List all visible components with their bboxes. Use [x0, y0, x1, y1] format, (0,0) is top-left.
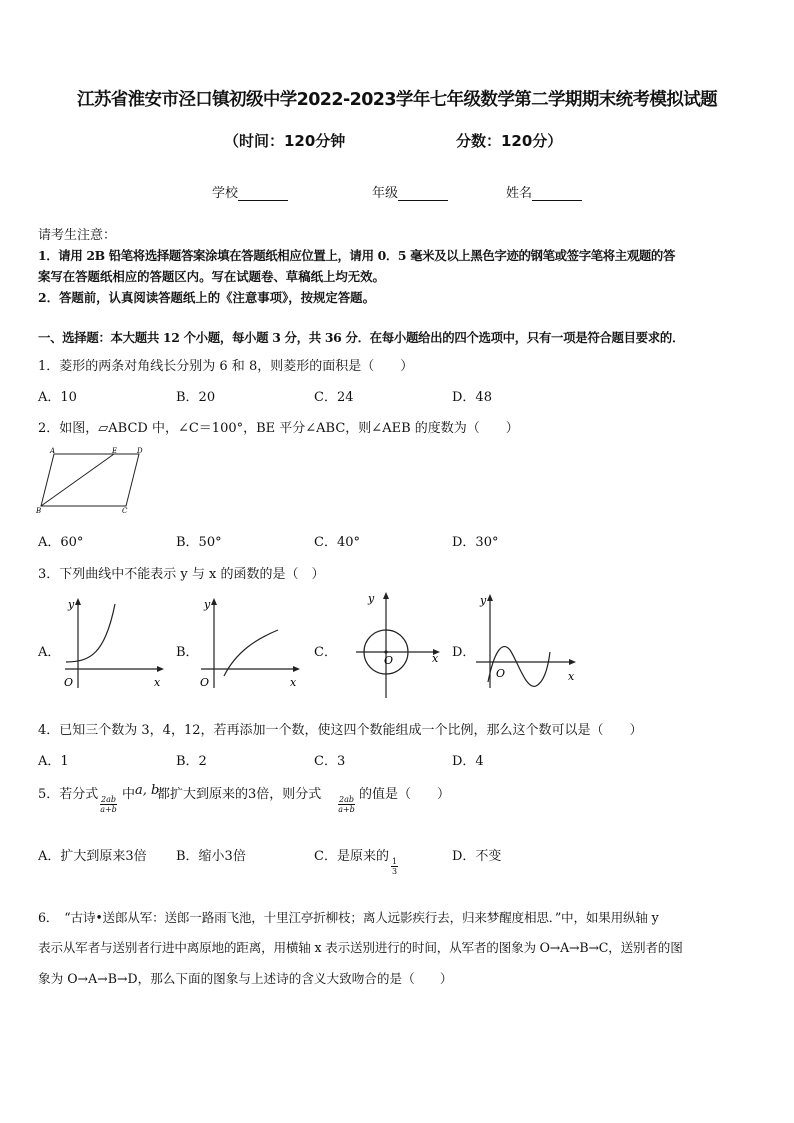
q1-stem: 1．菱形的两条对角线长分别为 6 和 8，则菱形的面积是（ ）: [38, 359, 414, 374]
q5-fraction-1-numerator: 2ab: [101, 795, 116, 804]
label-a: A: [50, 447, 56, 455]
grade-field: [372, 182, 448, 201]
origin-label: O: [200, 676, 210, 689]
label-b: B: [36, 507, 42, 515]
q6-line-2: 表示从军者与送别者行进中离原地的距离，用横轴 x 表示送别进行的时间，从军者的图象为 O→A→B→C，送别者的图: [38, 940, 683, 955]
q5-option-c: C．是原来的: [314, 849, 389, 864]
name-field: [506, 182, 582, 201]
q3-graph-c: [348, 586, 448, 704]
parallelogram-abcd: [41, 454, 139, 506]
x-axis-arrow: [569, 659, 576, 665]
axis-y-label: y: [368, 592, 375, 605]
axis-x-label: x: [290, 676, 297, 689]
q4-option-c: C．3: [314, 754, 346, 769]
y-axis-arrow: [75, 598, 81, 605]
notice-heading: 请考生注意：: [38, 228, 117, 243]
q5-stem-part-1: 5．若分式: [38, 787, 99, 802]
q2-option-b: B．50°: [176, 535, 222, 550]
q3-option-a-label: A．: [38, 645, 61, 660]
q3-graph-b: [196, 594, 306, 694]
q1-option-a: A．10: [38, 390, 77, 405]
y-axis-arrow: [383, 592, 389, 599]
axis-x-label: x: [154, 676, 161, 689]
axis-x-label: x: [432, 652, 439, 665]
q5-option-d: D．不变: [452, 849, 502, 864]
section-1-heading: 一、选择题：本大题共 12 个小题，每小题 3 分，共 36 分．在每小题给出的四个选项中，只有一项是符合题目要求的．: [38, 330, 685, 345]
label-d: D: [137, 447, 143, 455]
q2-option-a: A．60°: [38, 535, 84, 550]
q6-line-3: 象为 O→A→B→D，那么下面的图象与上述诗的含义大致吻合的是（ ）: [38, 971, 453, 986]
school-field: [212, 182, 288, 201]
q3-option-c-label: C．: [314, 645, 337, 660]
q5-option-b: B．缩小3倍: [176, 849, 246, 864]
q5-fraction-2: [338, 795, 355, 814]
grade-blank: [398, 187, 448, 201]
x-axis-arrow: [157, 666, 164, 672]
q5-fraction-1-denominator: a+b: [100, 805, 117, 814]
q4-option-a: A．1: [38, 754, 69, 769]
axis-y-label: y: [68, 598, 75, 611]
q4-option-b: B．2: [176, 754, 207, 769]
label-c: C: [122, 507, 128, 515]
exam-score: 分数：120分）: [456, 132, 563, 150]
q5-stem-part-3: 都扩大到原来的3倍，则分式: [157, 787, 322, 802]
q5-option-c-fraction: [391, 857, 398, 876]
y-axis-arrow: [487, 594, 493, 601]
q3-graph-a: [60, 594, 170, 694]
origin-label: O: [496, 667, 506, 680]
q5-fraction-2-denominator: a+b: [338, 805, 355, 814]
school-label: 学校: [212, 186, 239, 201]
q5-option-c-numerator: 1: [392, 857, 398, 866]
q3-option-d-label: D．: [452, 645, 476, 660]
label-e: E: [112, 447, 118, 455]
q5-option-c-denominator: 3: [392, 867, 398, 876]
y-axis-arrow: [211, 598, 217, 605]
q1-option-d: D．48: [452, 390, 492, 405]
q5-option-a: A．扩大到原来3倍: [38, 849, 147, 864]
notice-line-1a: 1．请用 2B 铅笔将选择题答案涂填在答题纸相应位置上，请用 0．5 毫米及以上黑色字迹的钢笔或签字笔将主观题的答: [38, 248, 676, 263]
q3-stem: 3．下列曲线中不能表示 y 与 x 的函数的是（ ）: [38, 567, 325, 582]
origin-label: O: [384, 654, 394, 667]
q2-option-c: C．40°: [314, 535, 360, 550]
q6-line-1: 6． “古诗•送郎从军：送郎一路雨飞池，十里江亭折柳枝；离人远影疾行去，归来梦醒度相思．”中，如果用纵轴 y: [38, 910, 659, 925]
q1-option-c: C．24: [314, 390, 354, 405]
q5-variables: a, b: [135, 783, 160, 798]
origin-label: O: [64, 676, 74, 689]
notice-line-1b: 案写在答题纸相应的答题区内。写在试题卷、草稿纸上均无效。: [38, 269, 385, 284]
axis-y-label: y: [480, 594, 487, 607]
q5-fraction-2-numerator: 2ab: [339, 795, 354, 804]
q3-option-b-label: B．: [176, 645, 199, 660]
page-title: 江苏省淮安市泾口镇初级中学2022-2023学年七年级数学第二学期期末统考模拟试题: [76, 90, 718, 110]
q5-fraction-1: [100, 795, 117, 814]
grade-label: 年级: [372, 186, 399, 201]
q2-option-d: D．30°: [452, 535, 499, 550]
curve-a: [66, 604, 115, 662]
q3-graph-d: [472, 590, 584, 696]
q2-stem: 2．如图，▱ABCD 中，∠C＝100°，BE 平分∠ABC，则∠AEB 的度数为（ ）: [38, 421, 519, 436]
axis-y-label: y: [204, 598, 211, 611]
axis-x-label: x: [568, 670, 575, 683]
exam-time: （时间：120分钟: [224, 132, 346, 150]
q4-stem: 4．已知三个数为 3，4，12，若再添加一个数，使这四个数能组成一个比例，那么这个数可以是（ ）: [38, 723, 643, 738]
name-blank: [532, 187, 582, 201]
x-axis-arrow: [293, 666, 300, 672]
q2-parallelogram-figure: [34, 444, 154, 516]
q5-stem-part-4: 的值是（ ）: [359, 787, 451, 802]
q5-stem-part-2: 中: [122, 787, 136, 802]
notice-line-2: 2．答题前，认真阅读答题纸上的《注意事项》，按规定答题。: [38, 290, 375, 305]
q1-option-b: B．20: [176, 390, 216, 405]
q4-option-d: D．4: [452, 754, 484, 769]
school-blank: [238, 187, 288, 201]
name-label: 姓名: [506, 186, 533, 201]
